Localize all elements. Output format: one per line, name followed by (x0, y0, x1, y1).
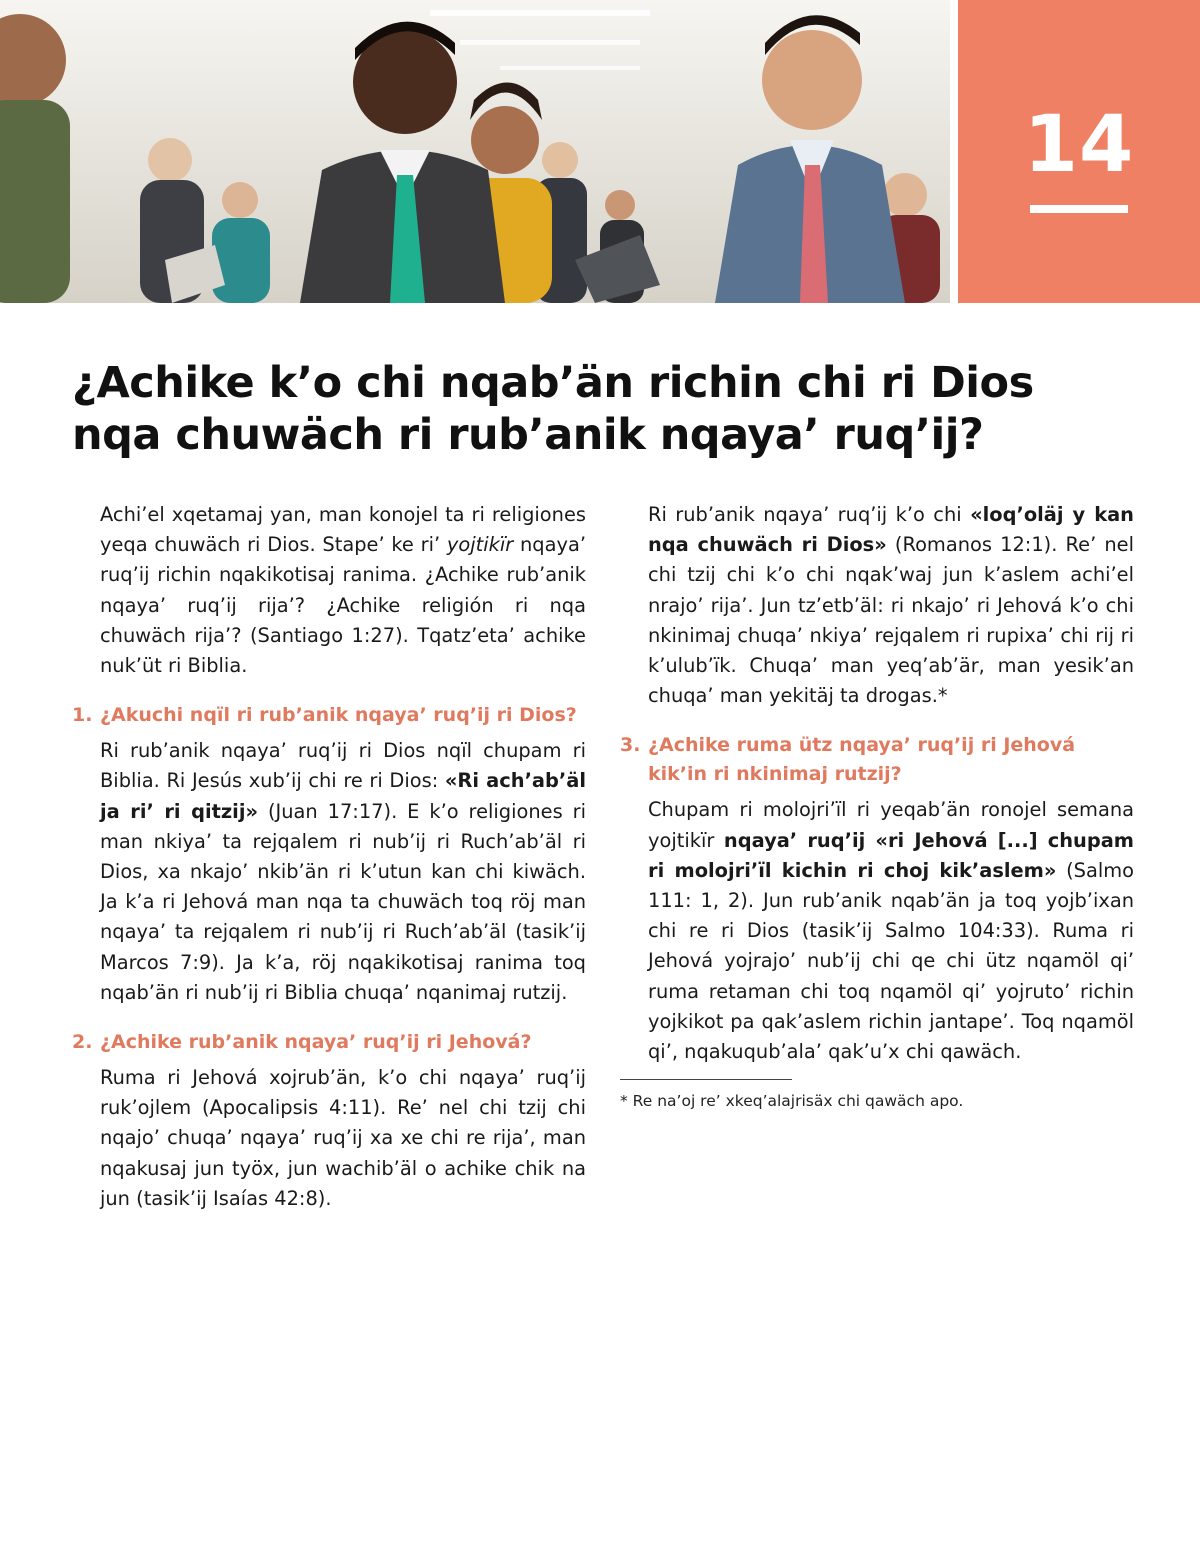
question-2-heading (72, 1028, 586, 1057)
answer-1-text-1: Ri rub’anik nqaya’ ruq’ij ri Dios nqïl chupam ri Biblia. Ri Jesús xub’ij chi re ri Dios: (100, 739, 586, 793)
page-title: ¿Achike k’o chi nqab’än richin chi ri Dios nqa chuwäch ri rub’anik nqaya’ ruq’ij? (72, 358, 1034, 460)
lesson-number: 14 (1023, 100, 1135, 190)
right-column (620, 500, 1134, 1112)
answer-3-bold: nqaya’ ruq’ij «ri Jehová [...] chupam ri molojri’ïl kichin ri choj kik’aslem» (648, 828, 1135, 882)
question-1-number: 1. (72, 704, 93, 727)
question-1-answer (72, 736, 586, 1008)
question-3-heading (620, 731, 1134, 789)
footnote-divider (620, 1079, 792, 1080)
question-2-answer-continued (620, 500, 1134, 711)
question-1-text: ¿Akuchi nqïl ri rub’anik nqaya’ ruq’ij ri Dios? (100, 704, 577, 727)
footnote: * Re na’oj re’ xkeq’alajrisäx chi qawäch apo. (620, 1092, 964, 1111)
answer-2-cont-text-1: Ri rub’anik nqaya’ ruq’ij k’o chi (648, 503, 971, 526)
lesson-number-underline (1030, 205, 1128, 213)
question-3-answer (620, 795, 1134, 1067)
question-2-text: ¿Achike rub’anik nqaya’ ruq’ij ri Jehová? (100, 1031, 532, 1054)
intro-emphasis: yojtikïr (446, 533, 514, 557)
congregation-singing-illustration (0, 0, 950, 303)
lesson-number-box (958, 0, 1200, 303)
question-3-text: ¿Achike ruma ütz nqaya’ ruq’ij ri Jehová kik’in ri nkinimaj rutzij? (648, 734, 1076, 786)
answer-3-text-2: (Salmo 111: 1, 2). Jun rub’anik nqab’än ja toq yojb’ixan chi re ri Dios (tasik’ij Salmo 104:33). Ruma ri Jehová yojrajo’ nub’ij chi qe chi ütz nqamöl qi’ ruma retaman chi toq nqamöl qi’ yojruto’ richin yojkikot pa qak’aslem richin jantape’. Toq nqamöl qi’, nqakuqub’ala’ qak’u’x chi qawäch. (648, 858, 1135, 1064)
intro-paragraph (72, 500, 586, 681)
answer-1-bold: «Ri ach’ab’äl ja ri’ ri qitzij» (100, 769, 586, 823)
answer-2-cont-bold: «loq’oläj y kan nqa chuwäch ri Dios» (648, 503, 1134, 557)
question-2-number: 2. (72, 1031, 93, 1054)
question-3-number: 3. (620, 734, 641, 757)
left-column (72, 500, 586, 1214)
question-1-heading (72, 701, 586, 730)
answer-2-cont-text-2: (Romanos 12:1). Re’ nel chi tzij chi k’o chi nqak’waj jun k’aslem achi’el nrajo’ rija’. Jun tz’etb’äl: ri nkajo’ ri Jehová k’o chi nkinimaj chuqa’ nkiya’ rejqalem ri rupixa’ chi rij ri k’ulub’ïk. Chuqa’ man yeq’ab’är, man yesik’an chuqa’ man yekitäj ta drogas.* (648, 533, 1135, 708)
intro-text-1: Achi’el xqetamaj yan, man konojel ta ri religiones yeqa chuwäch ri Dios. Stape’ ke ri’ (100, 503, 586, 557)
answer-3-text-1: Chupam ri molojri’ïl ri yeqab’än ronojel semana yojtikïr (648, 798, 1134, 852)
hero-photo (0, 0, 950, 303)
answer-1-text-2: (Juan 17:17). E k’o religiones ri man nkiya’ ta rejqalem ri nub’ij ri Ruch’ab’äl ri Dios, xa nkajo’ nkib’än ri k’utun kan chi kiwäch. Ja k’a ri Jehová man nqa ta chuwäch toq röj man nqaya’ ta rejqalem ri nub’ij ri Ruch’ab’äl (tasik’ij Marcos 7:9). Ja k’a, röj nqakikotisaj ranima toq nqab’än ri nub’ij ri Biblia chuqa’ nqanimaj rutzij. (100, 799, 586, 1004)
question-2-answer (72, 1063, 586, 1214)
answer-2-text: Ruma ri Jehová xojrub’än, k’o chi nqaya’ ruq’ij ruk’ojlem (Apocalipsis 4:11). Re’ nel chi tzij chi nqajo’ chuqa’ nqaya’ ruq’ij xa xe chi re rija’, man nqakusaj jun työx, jun wachib’äl o achike chik na jun (tasik’ij Isaías 42:8). (100, 1066, 586, 1210)
intro-text-2: nqaya’ ruq’ij richin nqakikotisaj ranima. ¿Achike rub’anik nqaya’ ruq’ij rija’? ¿Achike religión ri nqa chuwäch rija’? (Santiago 1:27). Tqatz’eta’ achike nuk’üt ri Biblia. (100, 533, 587, 678)
